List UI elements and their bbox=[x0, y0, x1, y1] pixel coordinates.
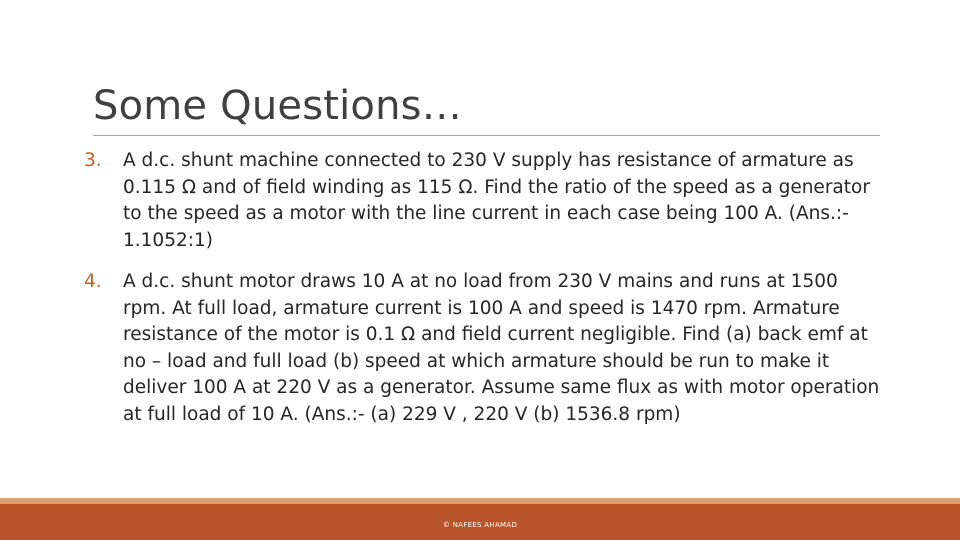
footer-copyright: © NAFEES AHAMAD bbox=[442, 521, 518, 529]
question-number: 3. bbox=[84, 150, 102, 171]
question-text: A d.c. shunt motor draws 10 A at no load from 230 V mains and runs at 1500 rpm. At full load, armature current is 100 A and speed is 1470 rpm. Armature resistance of the motor is 0.1 Ω and field current negligible. Find (a) back emf at no – load and full load (b) speed at which armature should be run to make it deliver 100 A at 220 V as a generator. Assume same flux as with motor operation at full load of 10 A. (Ans.:- (a) 229 V , 220 V (b) 1536.8 rpm) bbox=[123, 271, 880, 425]
title-divider bbox=[93, 135, 880, 136]
question-item bbox=[84, 148, 884, 254]
slide-title: Some Questions… bbox=[93, 83, 462, 129]
question-item bbox=[84, 269, 884, 428]
footer-band bbox=[0, 504, 960, 540]
question-text: A d.c. shunt machine connected to 230 V supply has resistance of armature as 0.115 Ω and of field winding as 115 Ω. Find the ratio of the speed as a generator to the speed as a motor with the line current in each case being 100 A. (Ans.:- 1.1052:1) bbox=[123, 150, 870, 251]
question-number: 4. bbox=[84, 271, 102, 292]
question-list bbox=[84, 148, 884, 443]
